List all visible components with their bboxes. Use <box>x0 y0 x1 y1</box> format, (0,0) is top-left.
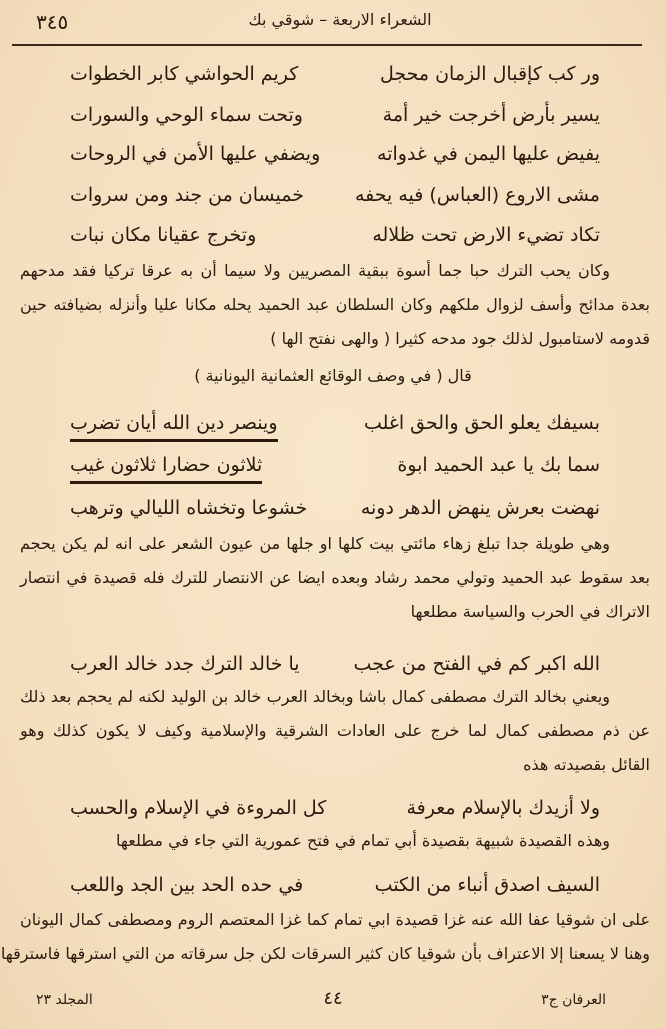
verse-second-hemistich: يا خالد الترك جدد خالد العرب <box>70 653 300 675</box>
verse-second-hemistich: وتحت سماء الوحي والسورات <box>70 104 303 126</box>
verse-first-hemistich: ور كب كإقبال الزمان محجل <box>379 63 600 85</box>
header-rule <box>12 44 642 46</box>
prose-line: وهنا لا يسعنا إلا الاعتراف بأن شوقيا كان كثير السرقات لكن جل سرقاته من التي استرقها فاسترقها <box>0 944 650 963</box>
prose-line: بعد سقوط عبد الحميد وتولي محمد رشاد وبعده ايضا عن الانتصار للترك فله قصيدة في انتصار <box>20 568 650 587</box>
verse-second-hemistich: ثلاثون حضارا ثلاثون غيب <box>70 454 263 476</box>
verse-line <box>70 867 600 903</box>
footer-volume: المجلد ٢٣ <box>36 992 93 1008</box>
prose-line: عن ذم مصطفى كمال لما خرج على العادات الشرقية والإسلامية وكيف لا يكون كذلك وهو <box>20 721 650 740</box>
prose-line: الاتراك في الحرب والسياسة مطلعها <box>410 602 650 621</box>
verse-line <box>70 490 600 526</box>
verse-line <box>70 177 600 213</box>
page-number-top: ٣٤٥ <box>36 10 69 34</box>
verse-line <box>70 136 600 172</box>
prose-paragraph <box>20 254 650 356</box>
prose-line: وكان يحب الترك حبا جما أسوة ببقية المصريين ولا سيما أن به عرقا تركيا فقد مدحهم <box>20 261 610 280</box>
prose-paragraph <box>20 824 650 858</box>
prose-line: بعدة مدائح وأسف لزوال ملكهم وكان السلطان عبد الحميد يحله مكانا عليا وأنزله بضيافته حين <box>20 295 650 314</box>
verse-line <box>70 97 600 133</box>
verse-first-hemistich: يسير بأرض أخرجت خير أمة <box>382 104 600 126</box>
footer-issue: العرفان ج٣ <box>541 992 606 1008</box>
prose-line: على ان شوقيا عفا الله عنه غزا قصيدة ابي تمام كما غزا المعتصم الروم ومصطفى كمال اليونان <box>20 910 650 929</box>
verse-second-hemistich: كريم الحواشي كابر الخطوات <box>70 63 299 85</box>
prose-paragraph <box>20 680 650 782</box>
prose-paragraph <box>20 527 650 629</box>
verse-second-hemistich: وتخرج عقيانا مكان نبات <box>70 224 257 246</box>
verse-first-hemistich: يفيض عليها اليمن في غدواته <box>377 143 600 165</box>
prose-paragraph <box>0 903 650 971</box>
verse-second-hemistich: خميسان من جند ومن سروات <box>70 184 304 206</box>
verse-line <box>70 217 600 253</box>
verse-line <box>70 646 600 682</box>
verse-second-hemistich: في حده الحد بين الجد واللعب <box>70 874 304 896</box>
verse-first-hemistich: تكاد تضيء الارض تحت ظلاله <box>372 224 600 246</box>
verse-line <box>70 56 600 92</box>
verse-second-hemistich: خشوعا وتخشاه الليالي وترهب <box>70 497 308 519</box>
verse-second-hemistich: وينصر دين الله أيان تضرب <box>70 412 278 434</box>
verse-first-hemistich: الله اكبر كم في الفتح من عجب <box>353 653 600 675</box>
prose-line: وهذه القصيدة شبيهة بقصيدة أبي تمام في فتح عمورية التي جاء في مطلعها <box>116 831 610 850</box>
verse-first-hemistich: نهضت بعرش ينهض الدهر دونه <box>360 497 600 519</box>
verse-second-hemistich: كل المروءة في الإسلام والحسب <box>70 797 327 819</box>
verse-first-hemistich: مشى الاروع (العباس) فيه يحفه <box>354 184 600 206</box>
page-footer <box>0 988 666 1018</box>
prose-line: القائل بقصيدته هذه <box>523 755 650 774</box>
verse-line <box>70 447 600 483</box>
footer-page-number: ٤٤ <box>323 988 343 1009</box>
prose-line: قدومه لاستامبول لذلك جود مدحه كثيرا ( والهى نفتح الها ) <box>270 329 650 348</box>
prose-line: ويعني بخالد الترك مصطفى كمال باشا وبخالد العرب خالد بن الوليد لكنه لم يحجم بعد ذلك <box>20 687 610 706</box>
page-header <box>0 4 666 38</box>
verse-first-hemistich: سما بك يا عبد الحميد ابوة <box>397 454 600 476</box>
verse-second-hemistich: ويضفي عليها الأمن في الروحات <box>70 143 321 165</box>
verse-line <box>70 790 600 826</box>
verse-first-hemistich: ولا أزيدك بالإسلام معرفة <box>406 797 600 819</box>
verse-line <box>70 405 600 441</box>
section-heading: قال ( في وصف الوقائع العثمانية اليونانية ) <box>194 366 472 385</box>
running-title: الشعراء الاربعة – شوقي بك <box>248 10 432 29</box>
verse-first-hemistich: السيف اصدق أنباء من الكتب <box>374 874 600 896</box>
prose-line: وهي طويلة جدا تبلغ زهاء مائتي بيت كلها او جلها من عيون الشعر على انه لم يكن يحجم <box>20 534 610 553</box>
verse-first-hemistich: بسيفك يعلو الحق والحق اغلب <box>363 412 600 434</box>
